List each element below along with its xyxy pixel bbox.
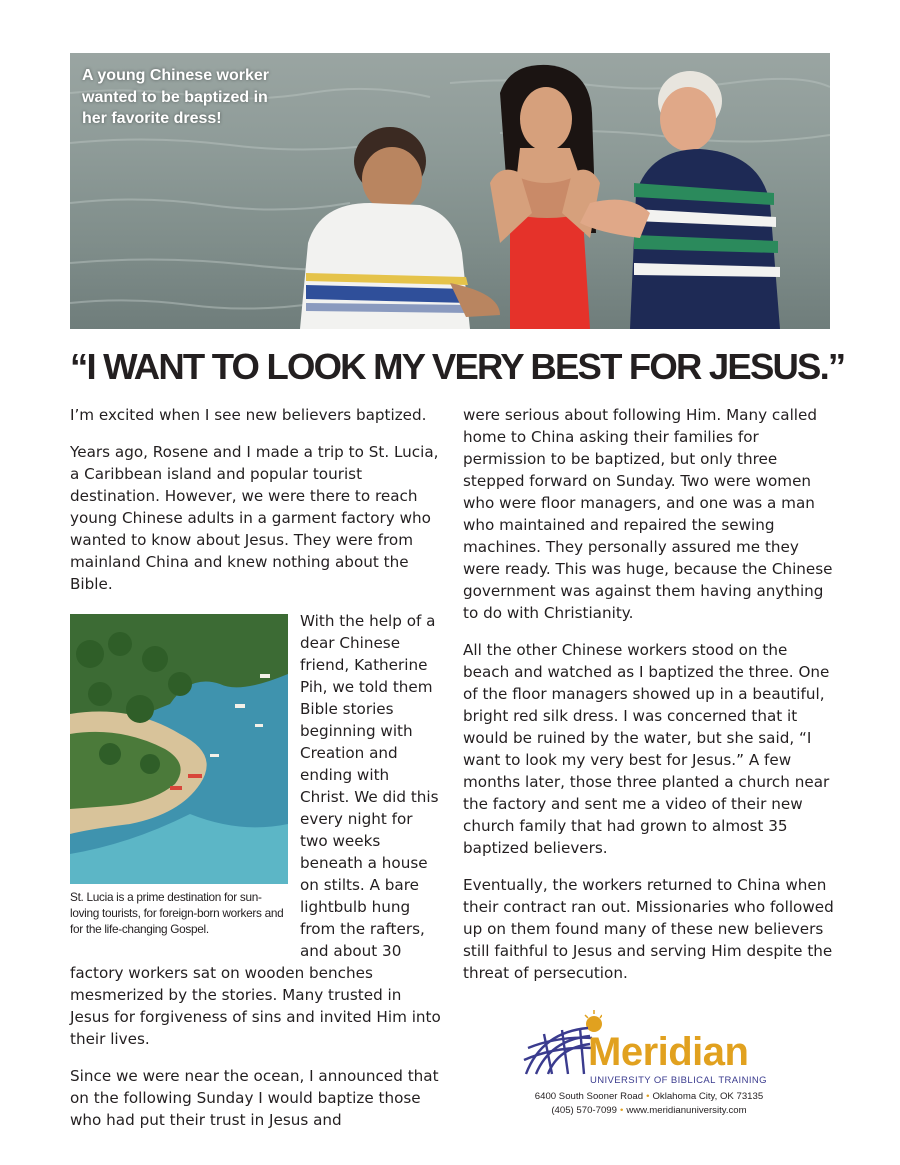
website-link[interactable]: www.meridianuniversity.com <box>626 1105 747 1116</box>
paragraph: I’m excited when I see new believers baptized. <box>70 406 427 424</box>
address-line <box>524 1091 774 1102</box>
inset-caption: St. Lucia is a prime destination for sun-loving tourists, for foreign-born workers and for the life-changing Gospel. <box>70 890 284 936</box>
island-aerial-illustration <box>70 614 288 884</box>
man-right-figure <box>580 71 780 329</box>
phone-number: (405) 570-7099 <box>551 1105 617 1116</box>
hero-photo <box>70 53 830 329</box>
paragraph: Eventually, the workers returned to China when their contract ran out. Missionaries who followed up on them found many of these new believers still faithful to Jesus and serving Him despite the threat of persecution. <box>463 876 834 982</box>
woman-center-figure <box>490 65 600 329</box>
right-column <box>463 404 835 999</box>
paragraph: Years ago, Rosene and I made a trip to St. Lucia, a Caribbean island and popular tourist destination. However, we were there to reach young Chinese adults in a garment factory who wanted to know about Jesus. They were from mainland China and knew nothing about the Bible. <box>70 443 439 593</box>
man-left-figure <box>300 127 500 329</box>
st-lucia-photo <box>70 614 288 884</box>
hero-caption: A young Chinese worker wanted to be baptized in her favorite dress! <box>82 67 269 127</box>
separator-dot: • <box>619 1105 624 1116</box>
page-title: “I WANT TO LOOK MY VERY BEST FOR JESUS.” <box>70 346 845 387</box>
separator-dot: • <box>646 1091 650 1102</box>
inset-figure <box>70 614 288 937</box>
logo-tagline: UNIVERSITY OF BIBLICAL TRAINING <box>590 1075 767 1086</box>
contact-line <box>524 1105 774 1116</box>
address-street: 6400 South Sooner Road <box>534 1091 644 1102</box>
paragraph: were serious about following Him. Many called home to China asking their families for permission to be baptized, but only three stepped forward on Sunday. Two were women who were floor managers, and one was a man who maintained and repaired the sewing machines. They personally assured me they were ready. This was huge, because the Chinese government was against them having anything to do with Christianity. <box>463 406 833 622</box>
meridian-logo <box>520 1010 780 1120</box>
paragraph: All the other Chinese workers stood on the beach and watched as I baptized the three. One of the floor managers showed up in a beautiful, bright red silk dress. I was concerned that it would be ruined by the water, but she said, “I want to look my very best for Jesus.” A few months later, those three planted a church near the factory and sent me a video of their new church family that had grown to almost 35 baptized believers. <box>463 641 830 857</box>
paragraph: With the help of a dear Chinese friend, Katherine Pih, we told them Bible stories beginning with Creation and ending with Christ. We did this every night for two weeks beneath a house on stilts. A bare lightbulb hung from the rafters, and about 30 factory workers sat on wooden benches mesmerized by the stories. Many trusted in Jesus for forgiveness of sins and invited Him into their lives. <box>70 612 441 1048</box>
paragraph: Since we were near the ocean, I announced that on the following Sunday I would baptize those who had put their trust in Jesus and <box>70 1067 439 1129</box>
left-column <box>70 404 442 1146</box>
address-city: Oklahoma City, OK 73135 <box>652 1091 764 1102</box>
logo-wordmark: Meridian <box>588 1030 749 1074</box>
